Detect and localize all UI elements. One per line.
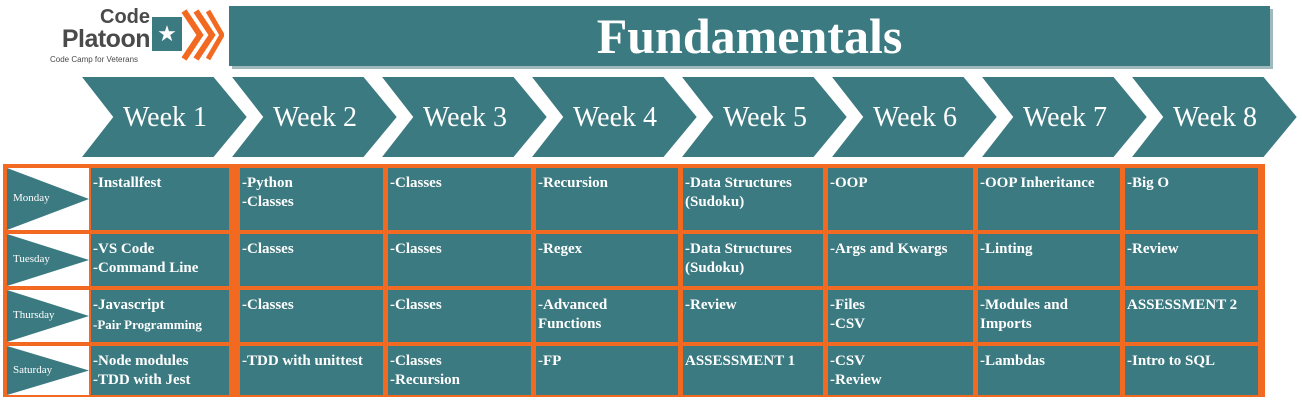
logo-text-code: Code (100, 6, 150, 28)
day-label: Tuesday (13, 253, 50, 265)
topic-text: -Intro to SQL (1127, 353, 1216, 369)
day-row-header (7, 346, 89, 395)
topic-text: -Node modules (93, 353, 189, 369)
day-row-header (7, 168, 89, 230)
topic-text: -Classes (242, 241, 294, 257)
schedule-cell (536, 168, 678, 230)
day-row-header (7, 234, 89, 286)
week-label-8: Week 8 (1172, 102, 1258, 133)
topic-text: -Advanced (538, 297, 608, 313)
topic-text: Imports (980, 316, 1032, 332)
topic-text: -Review (830, 372, 882, 388)
schedule-cell (1125, 168, 1258, 230)
logo-text-platoon: Platoon (61, 25, 150, 53)
schedule-cell (388, 346, 531, 395)
topic-text: -Javascript (93, 297, 165, 313)
topic-text: -Classes (390, 297, 442, 313)
topic-text: -Regex (538, 241, 583, 257)
schedule-cell (978, 346, 1120, 395)
topic-text: -Classes (390, 241, 442, 257)
schedule-cell (388, 234, 531, 286)
schedule-cell (828, 290, 973, 342)
schedule-cell (388, 168, 531, 230)
week-label-6: Week 6 (872, 102, 958, 133)
schedule-cell (91, 290, 229, 342)
logo-tagline: Code Camp for Veterans (50, 55, 139, 64)
schedule-cell (91, 346, 229, 395)
schedule-cell (536, 234, 678, 286)
schedule-cell (240, 346, 383, 395)
topic-text: -OOP Inheritance (980, 175, 1095, 191)
topic-text: -Files (830, 297, 865, 313)
topic-text: -Review (685, 297, 737, 313)
schedule-cell (240, 168, 383, 230)
week-label-5: Week 5 (722, 102, 808, 133)
schedule-cell (536, 290, 678, 342)
topic-text: -Installfest (93, 175, 162, 191)
topic-text: -Review (1127, 241, 1179, 257)
schedule-cell (240, 234, 383, 286)
topic-text: -Big O (1127, 175, 1170, 191)
schedule-cell (1125, 346, 1258, 395)
schedule-cell (683, 168, 823, 230)
schedule-cell (978, 168, 1120, 230)
topic-text: -Pair Programming (93, 317, 202, 332)
topic-text: -CSV (830, 316, 866, 332)
day-label: Saturday (13, 363, 53, 376)
topic-text: -Classes (242, 194, 294, 210)
schedule-cell (683, 346, 823, 395)
schedule-cell (828, 168, 973, 230)
topic-text: (Sudoku) (685, 194, 745, 210)
day-label: Thursday (13, 309, 55, 321)
topic-text: -Command Line (93, 260, 199, 276)
topic-text: -FP (538, 353, 562, 369)
week-label-4: Week 4 (572, 102, 658, 133)
topic-text: -Recursion (538, 175, 608, 191)
schedule-cell (683, 290, 823, 342)
topic-text: -OOP (830, 175, 868, 191)
schedule-cell (978, 290, 1120, 342)
topic-text: -Classes (390, 353, 442, 369)
topic-text: ASSESSMENT 1 (685, 353, 796, 369)
topic-text: -Recursion (390, 372, 460, 388)
topic-text: -Data Structures (685, 241, 792, 257)
week-label-1: Week 1 (122, 102, 208, 133)
week-label-2: Week 2 (272, 102, 358, 133)
topic-text: -Data Structures (685, 175, 792, 191)
topic-text: (Sudoku) (685, 260, 745, 276)
topic-text: -Classes (242, 297, 294, 313)
schedule-grid (3, 164, 1265, 397)
schedule-cell (683, 234, 823, 286)
day-row-header (7, 290, 89, 342)
schedule-cell (536, 346, 678, 395)
topic-text: -TDD with unittest (242, 353, 363, 369)
topic-text: ASSESSMENT 2 (1127, 297, 1238, 313)
schedule-cell (828, 234, 973, 286)
schedule-cell (388, 290, 531, 342)
topic-text: -Modules and (980, 297, 1068, 313)
topic-text: -Args and Kwargs (830, 241, 948, 257)
topic-text: -Python (242, 175, 293, 191)
week-label-7: Week 7 (1022, 102, 1108, 133)
schedule-cell (91, 234, 229, 286)
schedule-cell (1125, 234, 1258, 286)
schedule-cell (828, 346, 973, 395)
schedule-cell (1125, 290, 1258, 342)
topic-text: Functions (538, 316, 602, 332)
topic-text: -Classes (390, 175, 442, 191)
day-label: Monday (13, 192, 50, 204)
topic-text: -TDD with Jest (93, 372, 191, 388)
schedule-cell (91, 168, 229, 230)
schedule-cell (978, 234, 1120, 286)
topic-text: -Linting (980, 241, 1033, 257)
star-icon: ★ (152, 17, 182, 51)
week-label-3: Week 3 (422, 102, 508, 133)
schedule-cell (240, 290, 383, 342)
topic-text: -VS Code (93, 241, 155, 257)
page-title: Fundamentals (596, 8, 903, 64)
topic-text: -Lambdas (980, 353, 1046, 369)
topic-text: -CSV (830, 353, 866, 369)
